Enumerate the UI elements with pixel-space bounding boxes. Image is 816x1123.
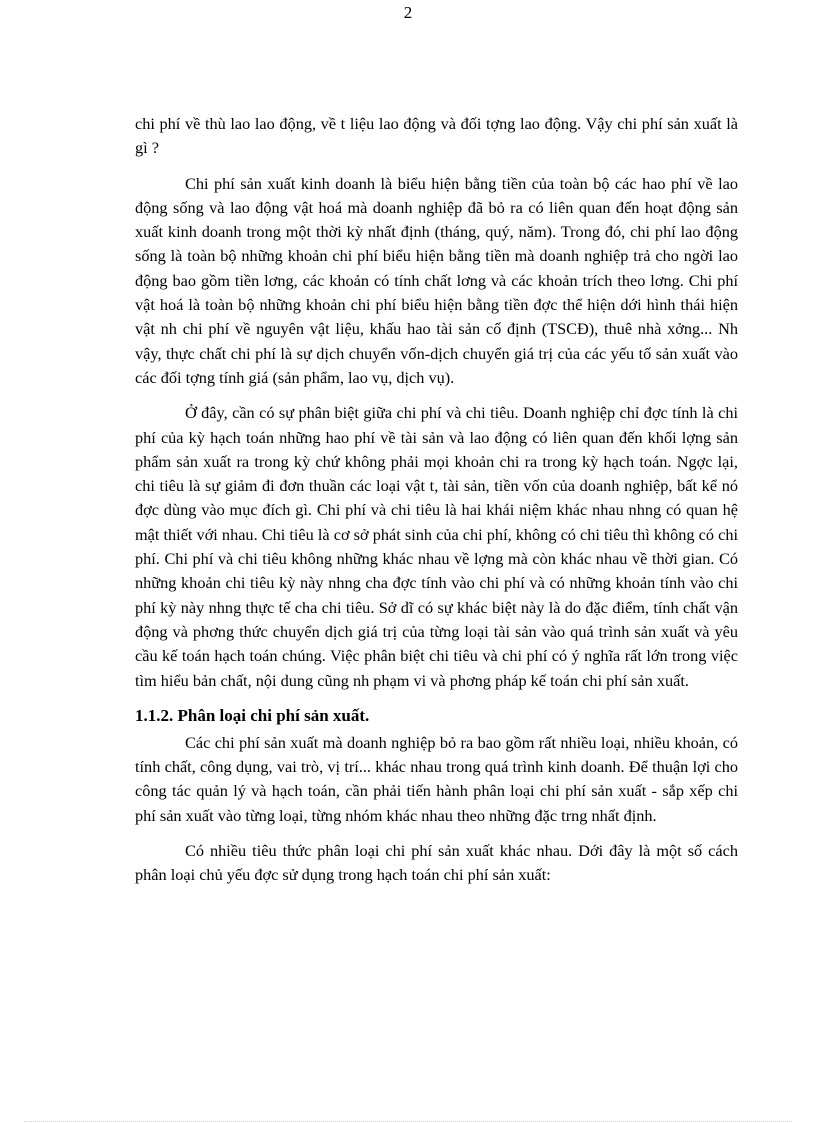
document-body [135, 112, 738, 899]
paragraph-definition: Chi phí sản xuất kinh doanh là biểu hiện bằng tiền của toàn bộ các hao phí về lao động sống và lao động vật hoá mà doanh nghiệp đã bỏ ra có liên quan đến hoạt động sản xuất kinh doanh trong một thời kỳ nhất định (tháng, quý, năm). Trong đó, chi phí lao động sống là toàn bộ những khoản chi phí biểu hiện bằng tiền mà doanh nghiệp trả cho ngời lao động bao gồm tiền lơng, các khoản có tính chất lơng và các khoản trích theo lơng. Chi phí vật hoá là toàn bộ những khoản chi phí biểu hiện bằng tiền đợc thể hiện dới hình thái hiện vật nh chi phí về nguyên vật liệu, khấu hao tài sản cố định (TSCĐ), thuê nhà xởng... Nh vậy, thực chất chi phí là sự dịch chuyển vốn-dịch chuyển giá trị của các yếu tố sản xuất vào các đối tợng tính giá (sản phẩm, lao vụ, dịch vụ). [135, 173, 738, 387]
section-heading: 1.1.2. Phân loại chi phí sản xuất. [135, 705, 370, 725]
page-number: 2 [403, 3, 413, 22]
paragraph-classification: Các chi phí sản xuất mà doanh nghiệp bỏ ra bao gồm rất nhiều loại, nhiều khoản, có tính chất, công dụng, vai trò, vị trí... khác nhau trong quá trình kinh doanh. Để thuận lợi cho công tác quản lý và hạch toán, cần phải tiến hành phân loại chi phí sản xuất - sắp xếp chi phí sản xuất vào từng loại, từng nhóm khác nhau theo những đặc trng nhất định. [135, 732, 738, 825]
page-bottom-divider [24, 1121, 792, 1122]
paragraph-cost-vs-spending: Ở đây, cần có sự phân biệt giữa chi phí và chi tiêu. Doanh nghiệp chỉ đợc tính là chi phí của kỳ hạch toán những hao phí về tài sản và lao động có liên quan đến khối lợng sản phẩm sản xuất ra trong kỳ chứ không phải mọi khoản chi ra trong kỳ hạch toán. Ngợc lại, chi tiêu là sự giảm đi đơn thuần các loại vật t, tài sản, tiền vốn của doanh nghiệp, bất kể nó đợc dùng vào mục đích gì. Chi phí và chi tiêu là hai khái niệm khác nhau nhng có quan hệ mật thiết với nhau. Chi tiêu là cơ sở phát sinh của chi phí, không có chi tiêu thì không có chi phí. Chi phí và chi tiêu không những khác nhau về lợng mà còn khác nhau về thời gian. Có những khoản chi tiêu kỳ này nhng cha đợc tính vào chi phí và có những khoản tính vào chi phí kỳ này nhng thực tế cha chi tiêu. Sở dĩ có sự khác biệt này là do đặc điểm, tính chất vận động và phơng thức chuyển dịch giá trị của từng loại tài sản vào quá trình sản xuất và yêu cầu kế toán hạch toán chúng. Việc phân biệt chi tiêu và chi phí có ý nghĩa rất lớn trong việc tìm hiểu bản chất, nội dung cũng nh phạm vi và phơng pháp kế toán chi phí sản xuất. [135, 403, 738, 690]
paragraph-criteria: Có nhiều tiêu thức phân loại chi phí sản xuất khác nhau. Dới đây là một số cách phân loại chủ yếu đợc sử dụng trong hạch toán chi phí sản xuất: [135, 841, 738, 885]
paragraph-intro: chi phí về thù lao lao động, về t liệu lao động và đối tợng lao động. Vậy chi phí sản xuất là gì ? [135, 114, 738, 158]
